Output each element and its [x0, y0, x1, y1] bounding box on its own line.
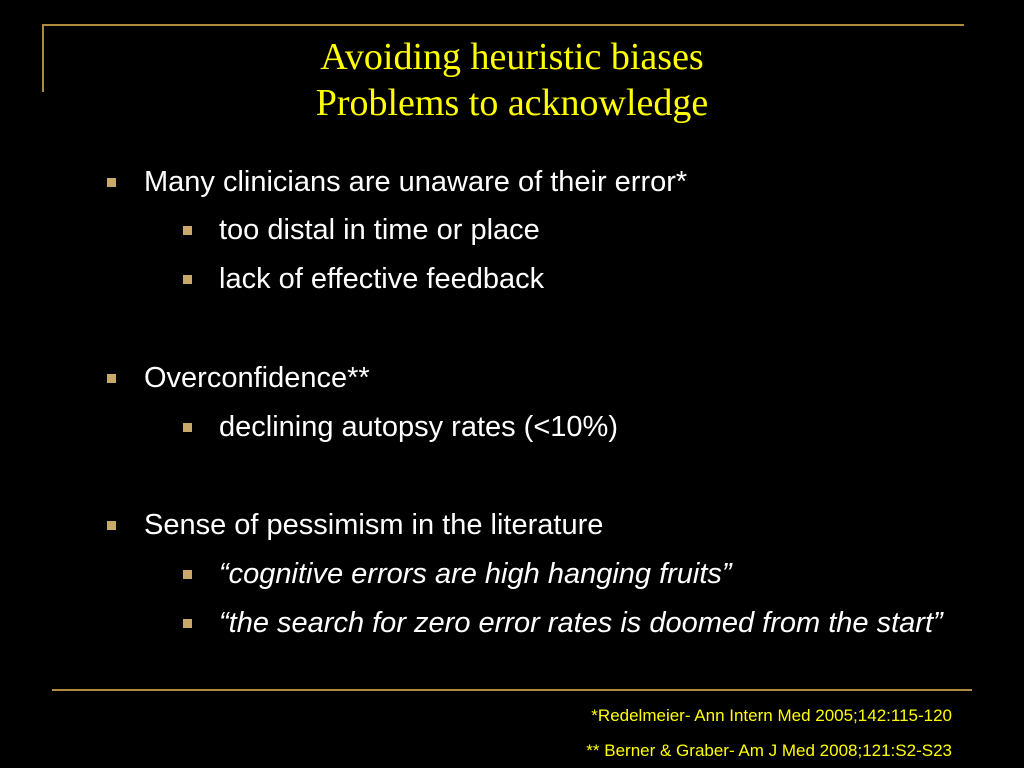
sub-bullet-text: declining autopsy rates (<10%) [219, 411, 618, 443]
square-bullet-icon [183, 570, 192, 579]
bullet-item [144, 507, 603, 543]
reference-2: ** Berner & Graber- Am J Med 2008;121:S2-S23 [586, 741, 952, 760]
square-bullet-icon [183, 423, 192, 432]
sub-bullet-item [219, 409, 618, 445]
bullet-text: Many clinicians are unaware of their error* [144, 166, 688, 198]
reference-1: *Redelmeier- Ann Intern Med 2005;142:115-120 [591, 706, 952, 725]
square-bullet-icon [183, 275, 192, 284]
sub-bullet-item [219, 212, 540, 248]
bullet-item [144, 360, 370, 396]
title-line-1: Avoiding heuristic biases [320, 36, 704, 78]
bullet-text: Sense of pessimism in the literature [144, 509, 604, 541]
sub-bullet-item [219, 261, 544, 297]
bullet-item [144, 164, 687, 200]
sub-bullet-text: lack of effective feedback [219, 263, 545, 295]
bullet-text: Overconfidence** [144, 362, 370, 394]
title-line-2: Problems to acknowledge [315, 82, 709, 124]
square-bullet-icon [107, 178, 116, 187]
square-bullet-icon [183, 619, 192, 628]
sub-bullet-text: too distal in time or place [219, 214, 540, 246]
bottom-rule [52, 689, 972, 691]
square-bullet-icon [183, 226, 192, 235]
quote-text: “the search for zero error rates is doomed from the start” [219, 607, 943, 639]
sub-bullet-item [219, 605, 999, 641]
square-bullet-icon [107, 521, 116, 530]
quote-text: “cognitive errors are high hanging fruits” [219, 558, 732, 590]
sub-bullet-item [219, 556, 732, 592]
square-bullet-icon [107, 374, 116, 383]
